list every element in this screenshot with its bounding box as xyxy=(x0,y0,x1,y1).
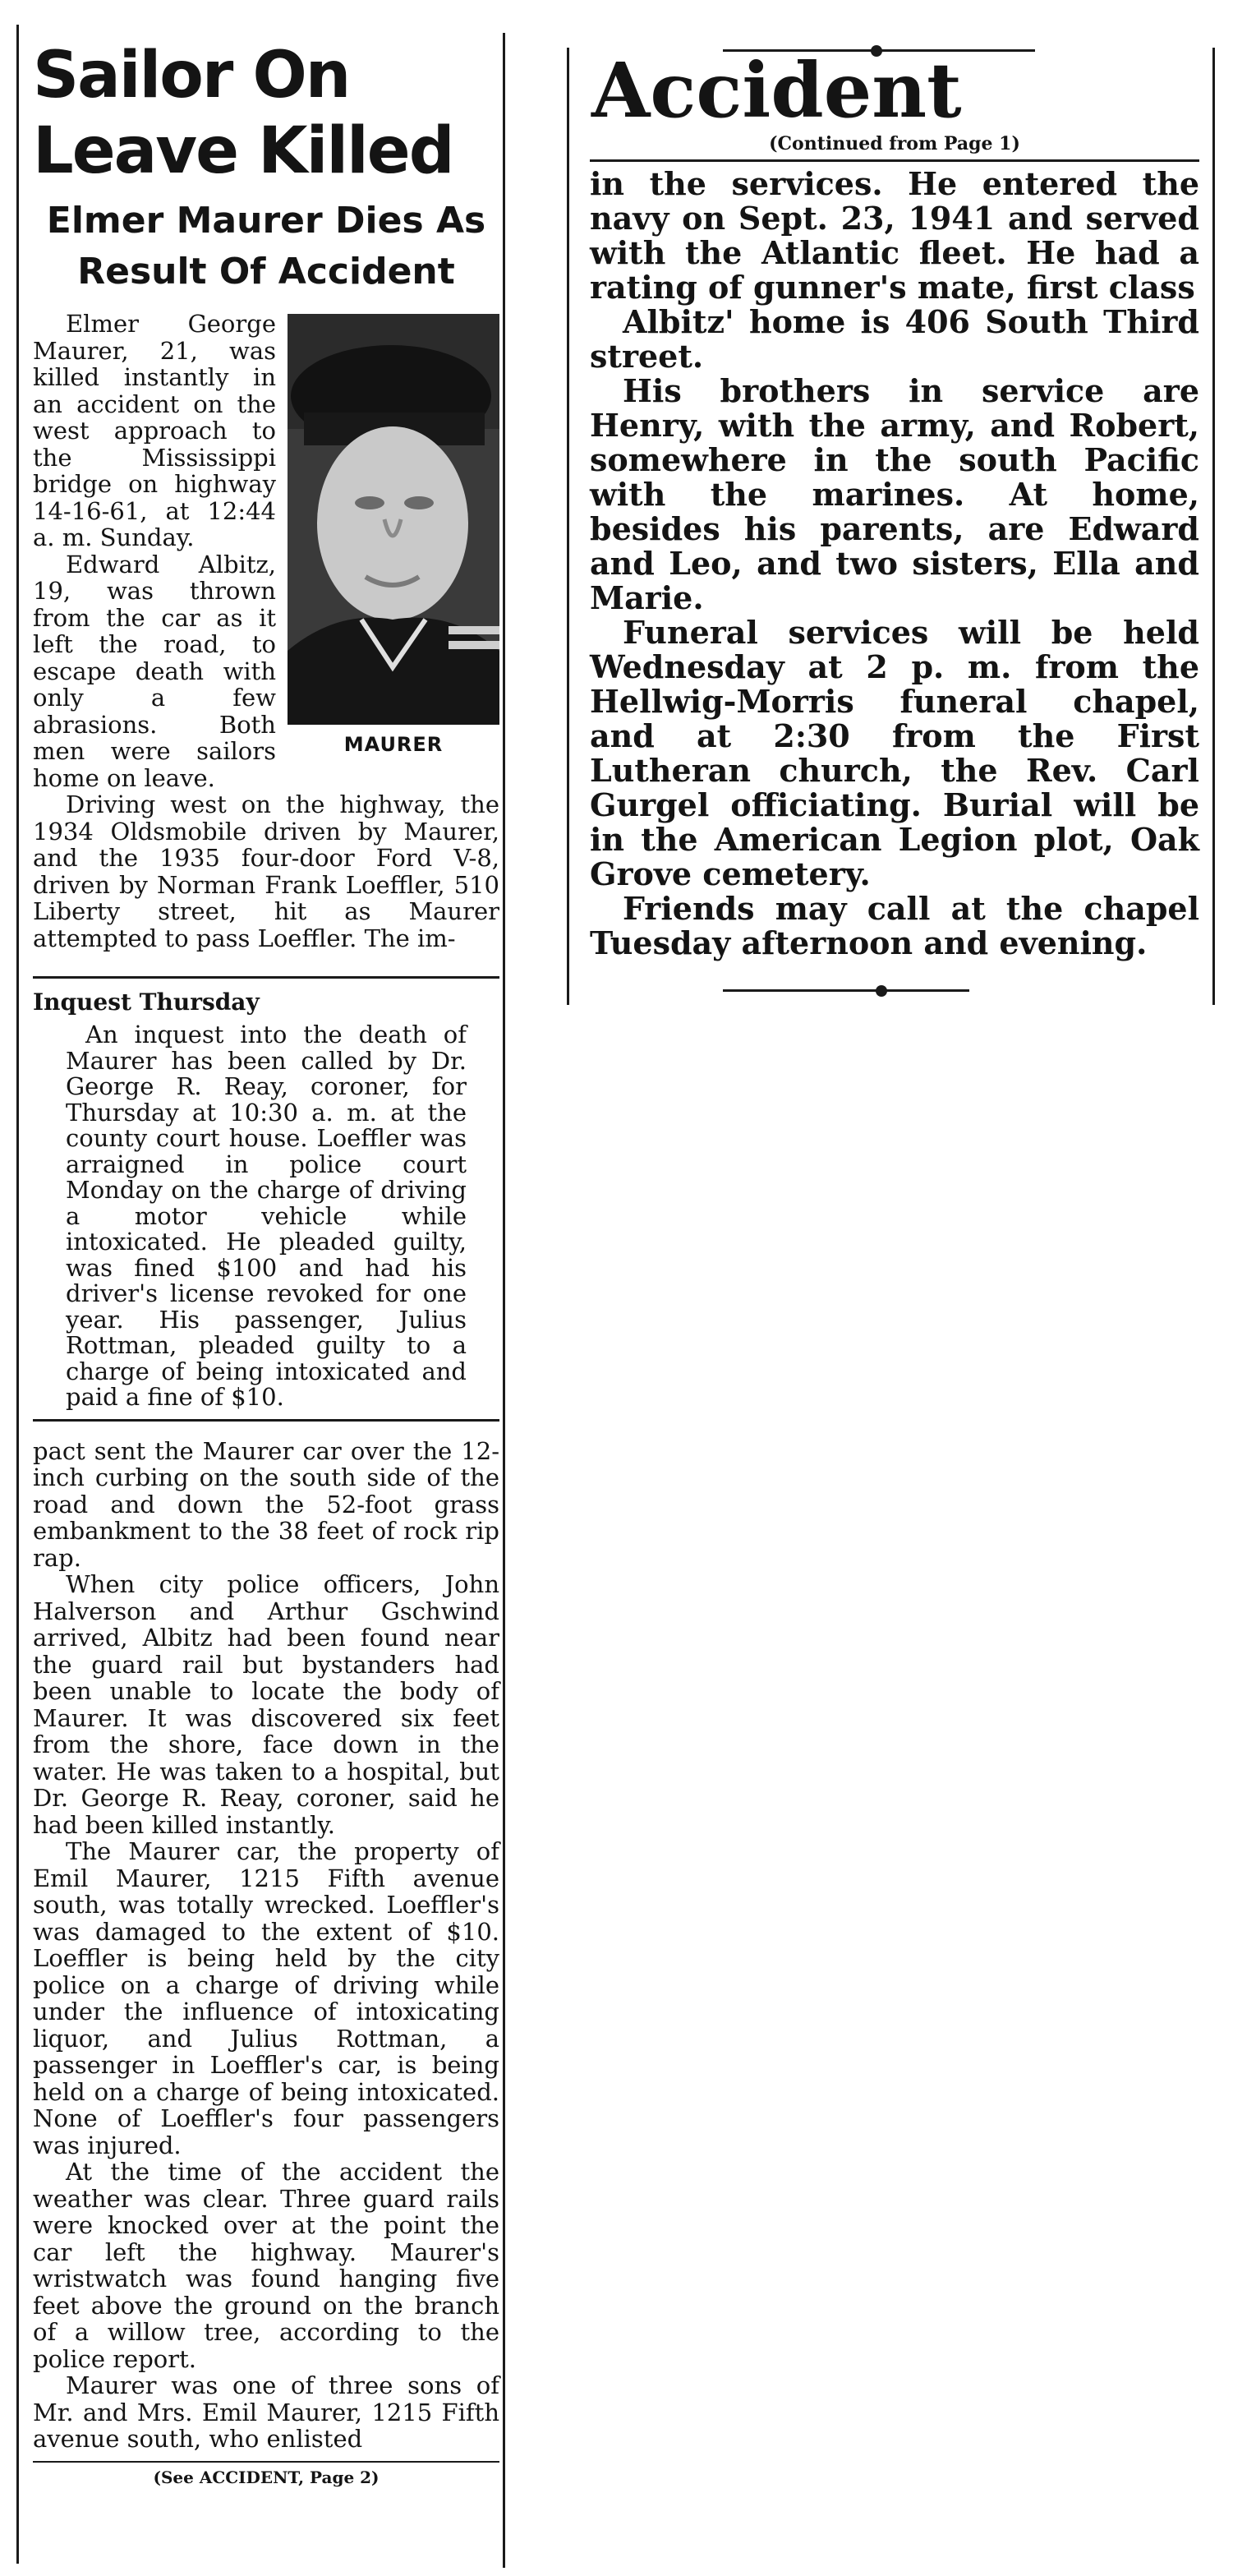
headline xyxy=(33,38,499,189)
continuation-headline: Accident xyxy=(591,46,962,135)
inquest-paragraph: An inquest into the death of Maurer has been called by Dr. George R. Reay, coroner, for Thursday at 10:30 a. m. at the county court house. Loeffler was arraigned in police court Monday on the charge of driving a motor vehicle while intoxicated. He pleaded guilty, was fined $100 and had his driver's license revoked for one year. His passenger, Julius Rottman, pleaded guilty to a charge of being intoxicated and paid a fine of $10. xyxy=(66,1021,467,1411)
paragraph: Edward Albitz, 19, was thrown from the car as it left the road, to escape death with only a few abrasions. Both men were sailors home on leave. xyxy=(33,550,276,792)
subhead-line-2: Result Of Accident xyxy=(77,251,455,293)
left-margin-rule xyxy=(16,25,19,2564)
continuation-article xyxy=(590,48,1199,961)
article-body-bottom xyxy=(33,1438,499,2453)
end-rule-dot xyxy=(876,985,887,997)
paragraph: His brothers in service are Henry, with the army, and Robert, somewhere in the south Pacific with the marines. At home, besides his parents, are Edward and Leo, and two sisters, Ella and Marie. xyxy=(590,372,1199,616)
continuation-body xyxy=(590,167,1199,961)
paragraph: Albitz' home is 406 South Third street. xyxy=(590,303,1199,375)
column-divider-rule xyxy=(503,33,505,2568)
paragraph: The Maurer car, the property of Emil Maurer, 1215 Fifth avenue south, was totally wrecked. Loeffler's was damaged to the extent of $10. Loeffler is being held by the city police on a charge of driving while under the influence of intoxicating liquor, and Julius Rottman, a passenger in Loeffler's car, is being held on a charge of being intoxicated. None of Loeffler's four passengers was injured. xyxy=(33,1837,499,2159)
paragraph: At the time of the accident the weather was clear. Three guard rails were knocked over at the point the car left the highway. Maurer's wristwatch was found hanging five feet above the ground on the branch of a willow tree, according to the police report. xyxy=(33,2158,499,2373)
paragraph: Maurer was one of three sons of Mr. and Mrs. Emil Maurer, 1215 Fifth avenue south, who enlisted xyxy=(33,2371,499,2453)
inquest-box xyxy=(33,976,499,1422)
inquest-body xyxy=(66,1022,467,1411)
subhead-line-1: Elmer Maurer Dies As xyxy=(46,200,486,242)
main-article xyxy=(33,33,499,2487)
paragraph: When city police officers, John Halverson and Arthur Gschwind arrived, Albitz had been found near the guard rail but bystanders had been unable to locate the body of Maurer. It was discovered six feet from the shore, face down in the water. He was taken to a hospital, but Dr. George R. Reay, coroner, said he had been killed instantly. xyxy=(33,1570,499,1839)
continuation-right-rule xyxy=(1212,48,1215,1005)
paragraph: Friends may call at the chapel Tuesday afternoon and evening. xyxy=(590,890,1199,961)
portrait-photo xyxy=(288,314,499,725)
subheadline xyxy=(33,196,499,297)
headline-line-2: Leave Killed xyxy=(33,114,453,188)
photo-caption: MAURER xyxy=(343,733,444,756)
photo-block xyxy=(288,314,499,758)
paragraph: pact sent the Maurer car over the 12-inch curbing on the south side of the road and down the 52-foot grass embankment to the 38 feet of rock rip rap. xyxy=(33,1436,499,1572)
paragraph: Elmer George Maurer, 21, was killed instantly in an accident on the west approach to the Mississippi bridge on highway 14-16-61, at 12:44 a. m. Sunday. xyxy=(33,310,276,551)
paragraph: Funeral services will be held Wednesday at 2 p. m. from the Hellwig-Morris funeral chapel, and at 2:30 from the First Lutheran church, the Rev. Carl Gurgel officiating. Burial will be in the American Legion plot, Oak Grove cemetery. xyxy=(590,614,1199,892)
continuation-left-rule xyxy=(567,48,569,1005)
continuation-end-rule xyxy=(723,989,969,992)
headline-line-1: Sailor On xyxy=(33,39,350,113)
continued-from-line: (Continued from Page 1) xyxy=(590,133,1199,162)
paragraph: Driving west on the highway, the 1934 Oldsmobile driven by Maurer, and the 1935 four-door Ford V-8, driven by Norman Frank Loeffler, 510 Liberty street, hit as Maurer attempted to pass Loeffler. The im- xyxy=(33,790,499,952)
inquest-title: Inquest Thursday xyxy=(33,988,260,1016)
jump-line: (See ACCIDENT, Page 2) xyxy=(33,2461,499,2487)
article-body-top xyxy=(33,311,499,952)
paragraph: in the services. He entered the navy on Sept. 23, 1941 and served with the Atlantic fleet. He had a rating of gunner's mate, first class xyxy=(590,165,1199,306)
sailor-portrait-image xyxy=(288,314,499,725)
